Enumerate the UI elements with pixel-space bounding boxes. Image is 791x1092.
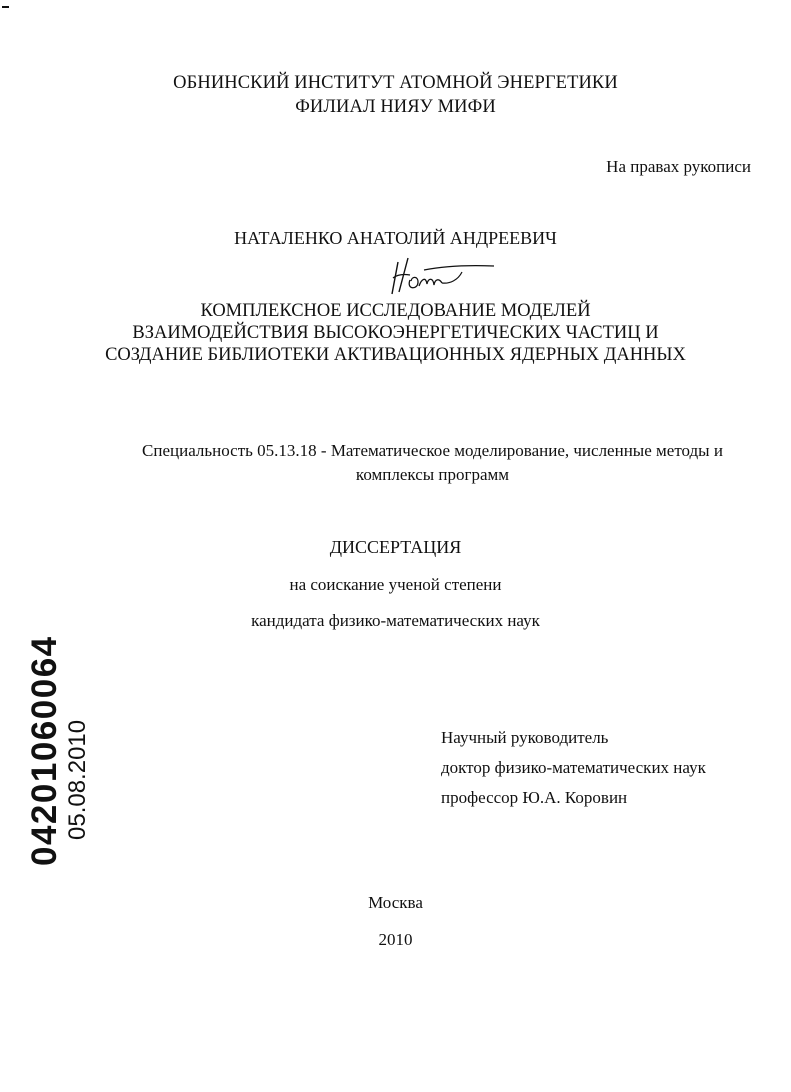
city: Москва bbox=[368, 893, 423, 912]
specialty-line: Специальность 05.13.18 - Математическое моделирование, численные методы и bbox=[142, 441, 723, 460]
supervisor-name: профессор Ю.А. Коровин bbox=[441, 788, 628, 807]
supervisor-degree: доктор физико-математических наук bbox=[441, 758, 706, 777]
library-stamp bbox=[27, 635, 93, 866]
title-line: СОЗДАНИЕ БИБЛИОТЕКИ АКТИВАЦИОННЫХ ЯДЕРНЫХ ДАННЫХ bbox=[105, 345, 686, 365]
institute-name: ОБНИНСКИЙ ИНСТИТУТ АТОМНОЙ ЭНЕРГЕТИКИ bbox=[173, 73, 618, 93]
degree-line: кандидата физико-математических наук bbox=[251, 611, 540, 630]
specialty bbox=[105, 439, 760, 487]
manuscript-rights-note: На правах рукописи bbox=[606, 157, 751, 176]
title-line: ВЗАИМОДЕЙСТВИЯ ВЫСОКОЭНЕРГЕТИЧЕСКИХ ЧАСТИЦ И bbox=[132, 323, 659, 343]
title-line: КОМПЛЕКСНОЕ ИССЛЕДОВАНИЕ МОДЕЛЕЙ bbox=[200, 301, 591, 321]
supervisor-block bbox=[441, 723, 706, 813]
scan-mark bbox=[2, 6, 9, 8]
institute-header bbox=[0, 71, 791, 119]
dissertation-title bbox=[0, 300, 791, 366]
author-name: НАТАЛЕНКО АНАТОЛИЙ АНДРЕЕВИЧ bbox=[234, 228, 557, 248]
stamp-date: 05.08.2010 bbox=[64, 719, 91, 840]
document-type: ДИССЕРТАЦИЯ bbox=[329, 537, 462, 557]
specialty-line: комплексы программ bbox=[355, 465, 510, 484]
degree-line: на соискание ученой степени bbox=[289, 575, 502, 594]
year: 2010 bbox=[378, 930, 413, 949]
author-signature bbox=[384, 254, 496, 298]
institute-branch: ФИЛИАЛ НИЯУ МИФИ bbox=[295, 97, 496, 117]
supervisor-role: Научный руководитель bbox=[441, 728, 609, 747]
stamp-code: 04201060064 bbox=[25, 635, 64, 866]
